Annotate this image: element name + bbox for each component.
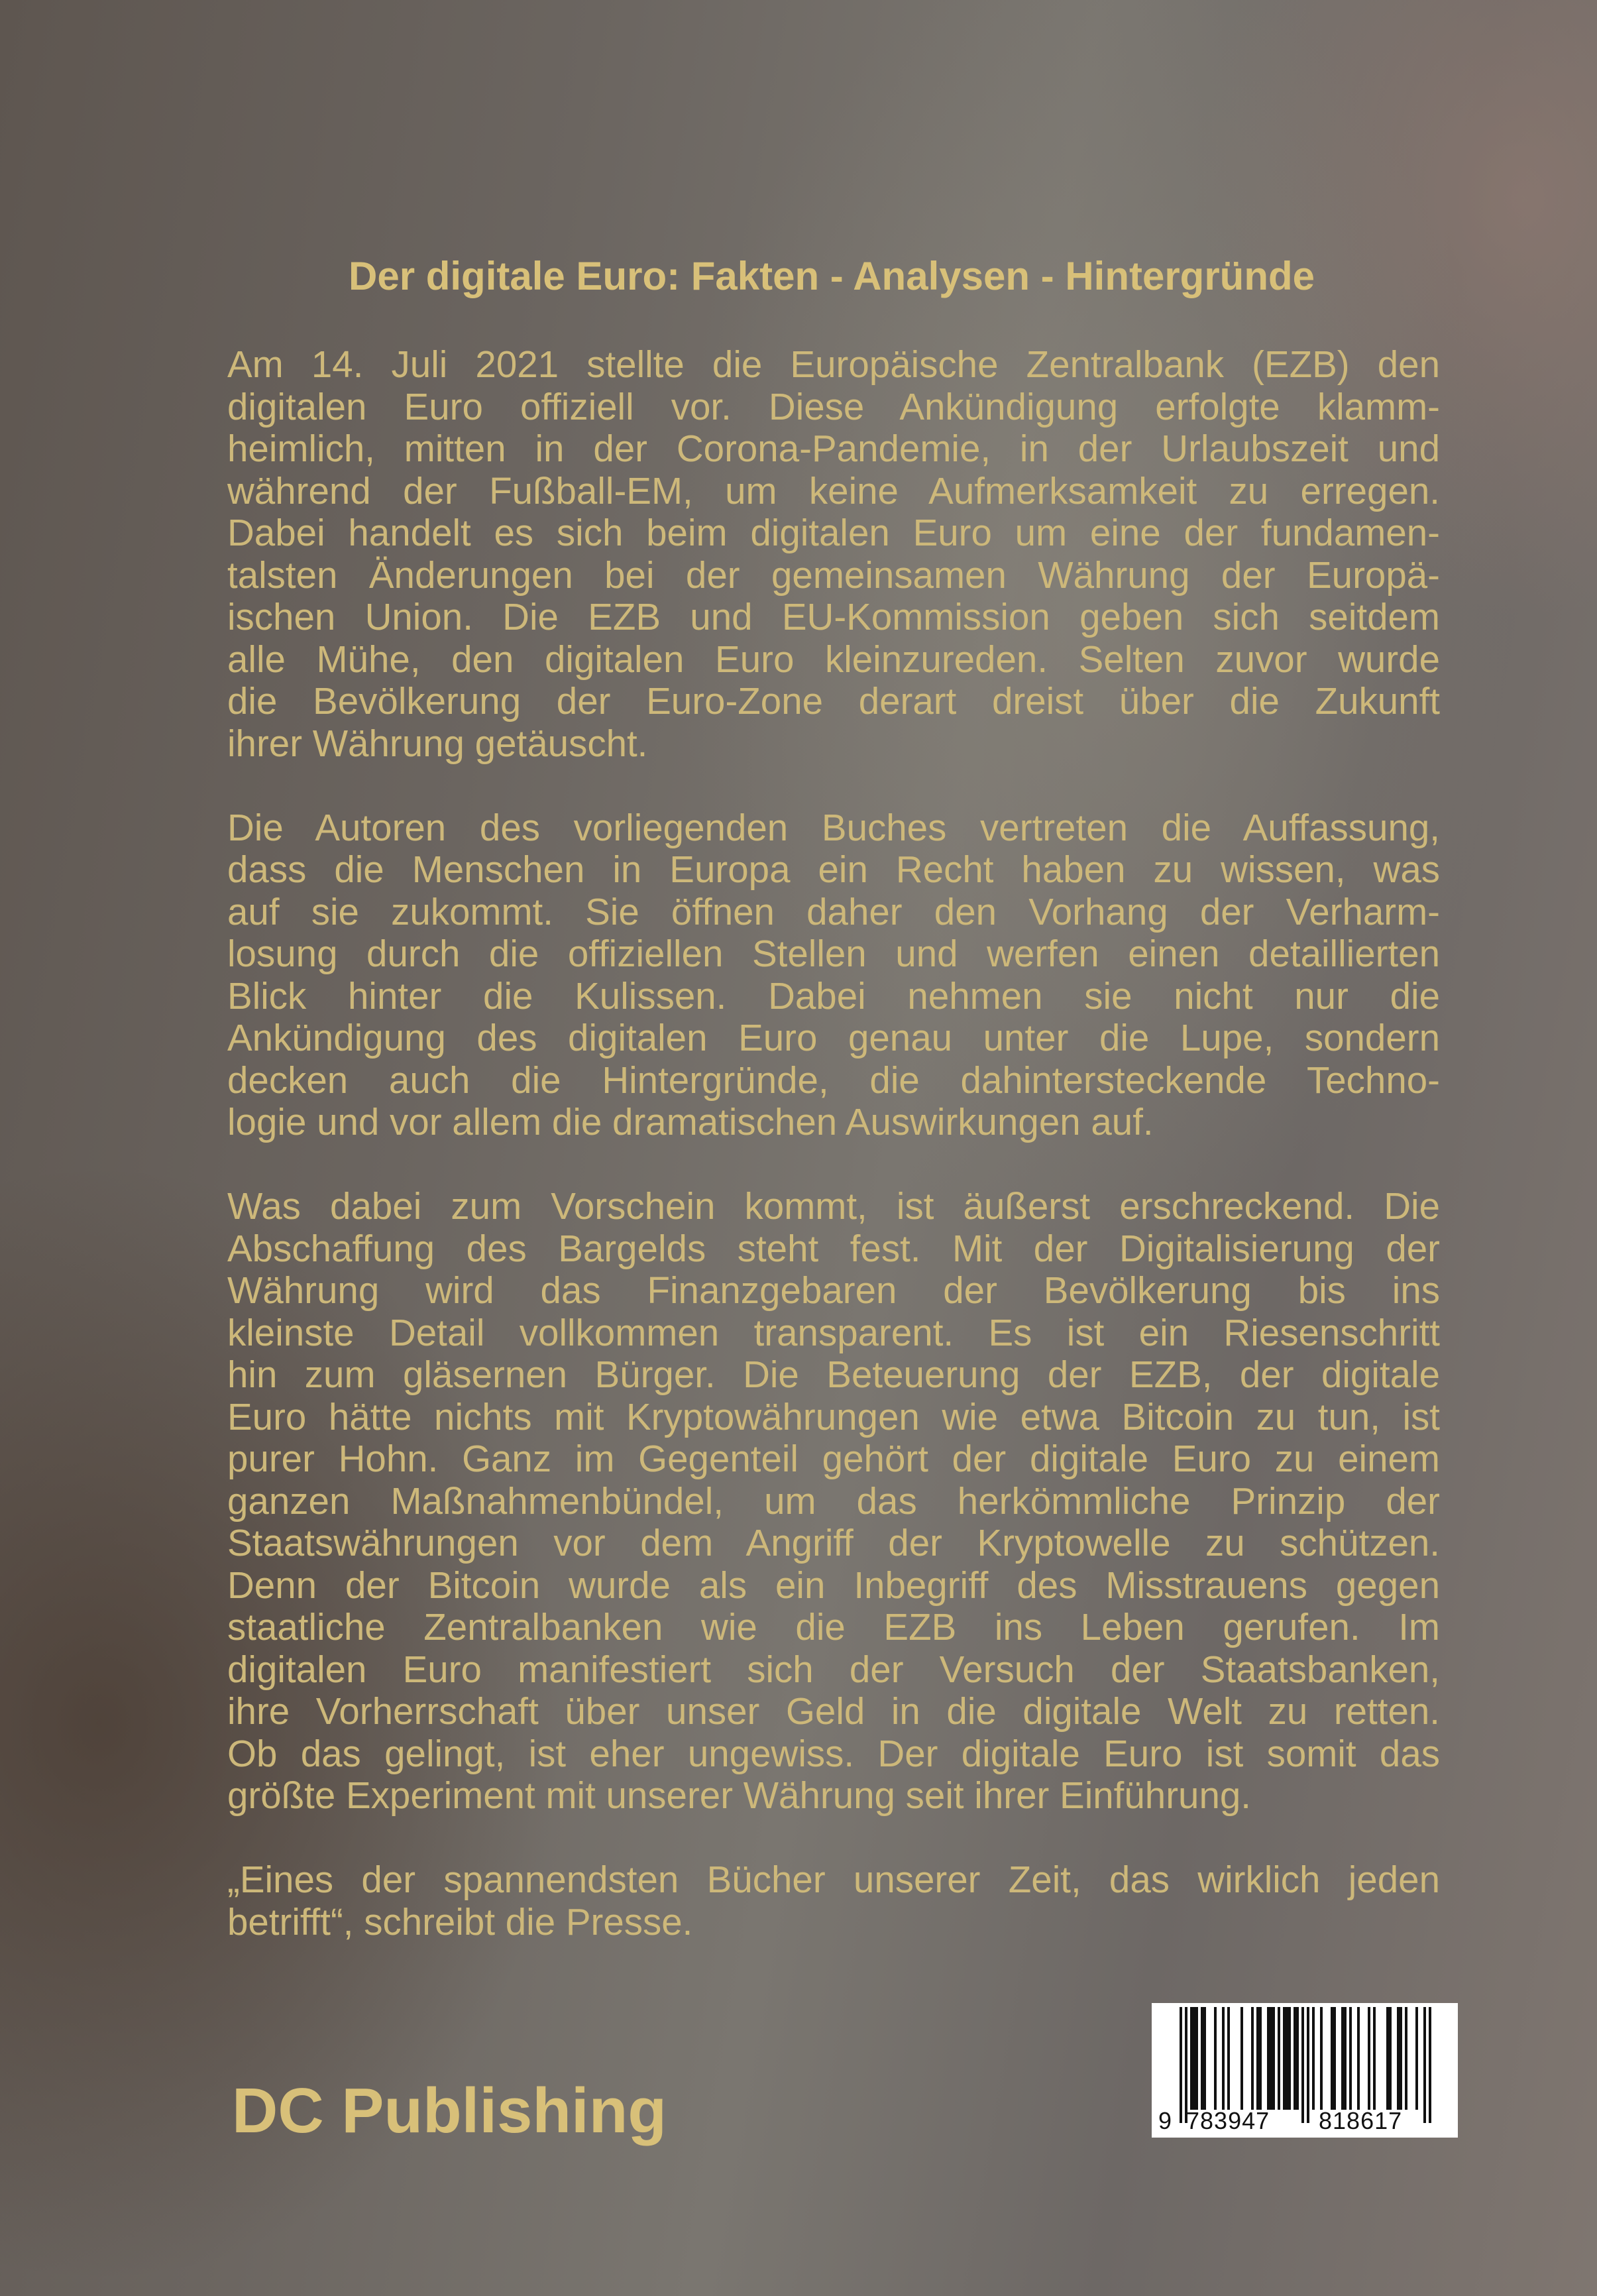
text-line: digitalen Euro manifestiert sich der Versuch der Staatsbanken, <box>227 1648 1440 1690</box>
barcode-bar <box>1301 2007 1304 2123</box>
text-line: Die Autoren des vorliegenden Buches vertreten die Auffassung, <box>227 806 1440 848</box>
text-line: heimlich, mitten in der Corona-Pandemie, in der Urlaubszeit und <box>227 428 1440 469</box>
text-line: Euro hätte nichts mit Kryptowährungen wie etwa Bitcoin zu tun, ist <box>227 1395 1440 1438</box>
text-line: alle Mühe, den digitalen Euro kleinzureden. Selten zuvor wurde <box>227 638 1440 680</box>
barcode-bar <box>1203 2007 1206 2110</box>
text-line: logie und vor allem die dramatischen Auswirkungen auf. <box>227 1101 1154 1143</box>
barcode-bar <box>1320 2007 1323 2110</box>
barcode-bar <box>1296 2007 1299 2110</box>
text-line: Staatswährungen vor dem Angriff der Kryptowelle zu schützen. <box>227 1522 1440 1564</box>
barcode-bar <box>1251 2007 1254 2110</box>
text-line: ihrer Währung getäuscht. <box>227 722 648 764</box>
barcode-bar <box>1283 2007 1286 2110</box>
text-line: Denn der Bitcoin wurde als ein Inbegriff des Misstrauens gegen <box>227 1564 1440 1606</box>
text-line: dass die Menschen in Europa ein Recht haben zu wissen, was <box>227 848 1440 890</box>
text-line: Währung wird das Finanzgebaren der Bevölkerung bis ins <box>227 1269 1440 1311</box>
barcode-bar <box>1344 2007 1347 2110</box>
barcode-bar <box>1429 2007 1431 2123</box>
barcode-bar <box>1185 2007 1187 2123</box>
barcode-bar <box>1307 2007 1309 2123</box>
text-line: Am 14. Juli 2021 stellte die Europäische Zentralbank (EZB) den <box>227 343 1440 385</box>
barcode-bar <box>1389 2007 1392 2110</box>
barcode-bar <box>1405 2007 1407 2110</box>
barcode-bar <box>1373 2007 1376 2110</box>
text-line: ischen Union. Die EZB und EU-Kommission geben sich seitdem <box>227 596 1440 638</box>
text-line: Dabei handelt es sich beim digitalen Euro um eine der fundamen- <box>227 512 1440 553</box>
barcode-bar <box>1423 2007 1426 2123</box>
blurb-text <box>227 343 1440 1985</box>
barcode-bar <box>1272 2007 1275 2110</box>
text-line: Ob das gelingt, ist eher ungewiss. Der digitale Euro ist somit das <box>227 1732 1440 1774</box>
text-line: größte Experiment mit unserer Währung seit ihrer Einführung. <box>227 1774 1252 1816</box>
text-line: hin zum gläsernen Bürger. Die Beteuerung der EZB, der digitale <box>227 1353 1440 1395</box>
barcode-bar <box>1180 2007 1182 2123</box>
text-line: losung durch die offiziellen Stellen und werfen einen detaillierten <box>227 933 1440 974</box>
barcode-bar <box>1195 2007 1198 2110</box>
text-line: Blick hinter die Kulissen. Dabei nehmen sie nicht nur die <box>227 974 1440 1017</box>
barcode-bar <box>1278 2007 1280 2110</box>
barcode-bar <box>1270 2007 1272 2110</box>
text-line: Ankündigung des digitalen Euro genau unter die Lupe, sondern <box>227 1017 1440 1059</box>
barcode-bar <box>1400 2007 1402 2110</box>
text-line: betrifft“, schreibt die Presse. <box>227 1900 693 1943</box>
barcode-bar <box>1214 2007 1217 2110</box>
barcode-bar <box>1349 2007 1352 2110</box>
barcode-bar <box>1415 2007 1418 2110</box>
text-line: „Eines der spannendsten Bücher unserer Zeit, das wirklich jeden <box>227 1859 1440 1900</box>
barcode-bar <box>1294 2007 1296 2110</box>
press-quote <box>227 1859 1440 1943</box>
barcode-bar <box>1240 2007 1243 2110</box>
text-line: kleinste Detail vollkommen transparent. Es ist ein Riesenschritt <box>227 1311 1440 1353</box>
text-line: Was dabei zum Vorschein kommt, ist äußerst erschreckend. Die <box>227 1185 1440 1227</box>
text-line: während der Fußball-EM, um keine Aufmerksamkeit zu erregen. <box>227 469 1440 512</box>
blurb-paragraph-1 <box>227 343 1440 764</box>
barcode-bar <box>1331 2007 1333 2110</box>
barcode-bar <box>1256 2007 1259 2110</box>
text-line: Abschaffung des Bargelds steht fest. Mit der Digitalisierung der <box>227 1227 1440 1269</box>
text-line: ihre Vorherrschaft über unser Geld in die digitale Welt zu retten. <box>227 1690 1440 1732</box>
barcode-bar <box>1286 2007 1288 2110</box>
text-line: die Bevölkerung der Euro-Zone derart dreist über die Zukunft <box>227 680 1440 722</box>
barcode-bar <box>1267 2007 1270 2110</box>
cover-title: Der digitale Euro: Fakten - Analysen - Hintergründe <box>349 254 1315 298</box>
text-line: purer Hohn. Ganz im Gegenteil gehört der digitale Euro zu einem <box>227 1438 1440 1479</box>
isbn-digits-left: 783947 <box>1186 2107 1270 2134</box>
text-line: staatliche Zentralbanken wie die EZB ins Leben gerufen. Im <box>227 1606 1440 1648</box>
blurb-paragraph-3 <box>227 1185 1440 1817</box>
barcode-bar <box>1190 2007 1193 2110</box>
text-line: auf sie zukommt. Sie öffnen daher den Vorhang der Verharm- <box>227 890 1440 933</box>
publisher-name: DC Publishing <box>232 2075 667 2146</box>
blurb-paragraph-2 <box>227 807 1440 1143</box>
barcode-bar <box>1357 2007 1360 2110</box>
barcode-bar <box>1368 2007 1370 2110</box>
text-line: talsten Änderungen bei der gemeinsamen Währung der Europä- <box>227 553 1440 596</box>
isbn-digits-right: 818617 <box>1319 2107 1403 2134</box>
barcode-bar <box>1333 2007 1336 2110</box>
text-line: ganzen Maßnahmenbündel, um das herkömmliche Prinzip der <box>227 1479 1440 1522</box>
barcode-bar <box>1193 2007 1195 2110</box>
text-line: digitalen Euro offiziell vor. Diese Ankündigung erfolgte klamm- <box>227 385 1440 428</box>
barcode-bar <box>1201 2007 1203 2110</box>
text-line: decken auch die Hintergründe, die dahintersteckende Techno- <box>227 1059 1440 1101</box>
barcode-bar <box>1222 2007 1225 2110</box>
barcode-bar <box>1386 2007 1389 2110</box>
barcode-bar <box>1288 2007 1291 2110</box>
barcode-bar <box>1259 2007 1262 2110</box>
barcode-bar <box>1341 2007 1344 2110</box>
barcode-bar <box>1227 2007 1230 2110</box>
isbn-barcode <box>1152 2003 1458 2138</box>
barcode-bar <box>1312 2007 1315 2110</box>
barcode-bar <box>1397 2007 1400 2110</box>
isbn-digit-prefix: 9 <box>1158 2107 1173 2134</box>
